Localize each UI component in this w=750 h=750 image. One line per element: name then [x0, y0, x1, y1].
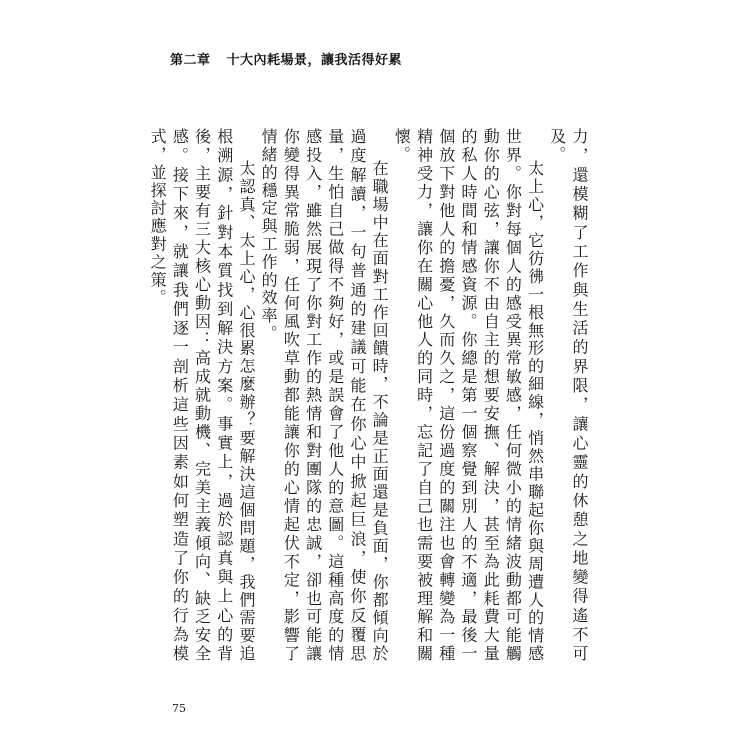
paragraph: 太上心，它彷彿一根無形的細線，悄然串聯起你與周遭人的情感世界。你對每個人的感受異常敏感，任何微小的情緒波動都可能觸動你的心弦，讓你不由自主的想要安撫、解決，甚至為此耗費大量的私人時間和情感資源。你總是第一個察覺到別人的不適，最後一個放下對他人的擔憂，久而久之，這份過度的關注也會轉變為一種精神受力，讓你在關心他人的同時，忘記了自己也需要被理解和關懷。 — [392, 128, 545, 663]
paragraph: 太認真、太上心，心很累怎麼辦？要解決這個問題，我們需要追根溯源，針對本質找到解決方案。事實上，過於認真與上心的背後，主要有三大核心動因：高成就動機、完美主義傾向、缺乏安全感。接下來，就讓我們逐一剖析這些因素如何塑造了你的行為模式，並探討應對之策。 — [148, 128, 256, 663]
body-text — [148, 128, 590, 663]
chapter-header — [170, 49, 402, 68]
chapter-label: 第二章 — [170, 53, 211, 68]
page-number: 75 — [172, 702, 186, 715]
paragraph-continuation: 力，還模糊了工作與生活的界限，讓心靈的休憩之地變得遙不可及。 — [547, 128, 589, 663]
chapter-title: 十大內耗場景，讓我活得好累 — [226, 53, 403, 68]
paragraph: 在職場中在面對工作回饋時，不論是正面還是負面，你都傾向於過度解讀，一句普通的建議可能在你心中掀起巨浪，使你反覆思量，生怕自己做得不夠好，或是誤會了他人的意圖。這種高度的情感投入，雖然展現了你對工作的熱情和對團隊的忠誠，卻也可能讓你變得異常脆弱，任何風吹草動都能讓你的心情起伏不定，影響了情緒的穩定與工作的效率。 — [259, 128, 390, 663]
